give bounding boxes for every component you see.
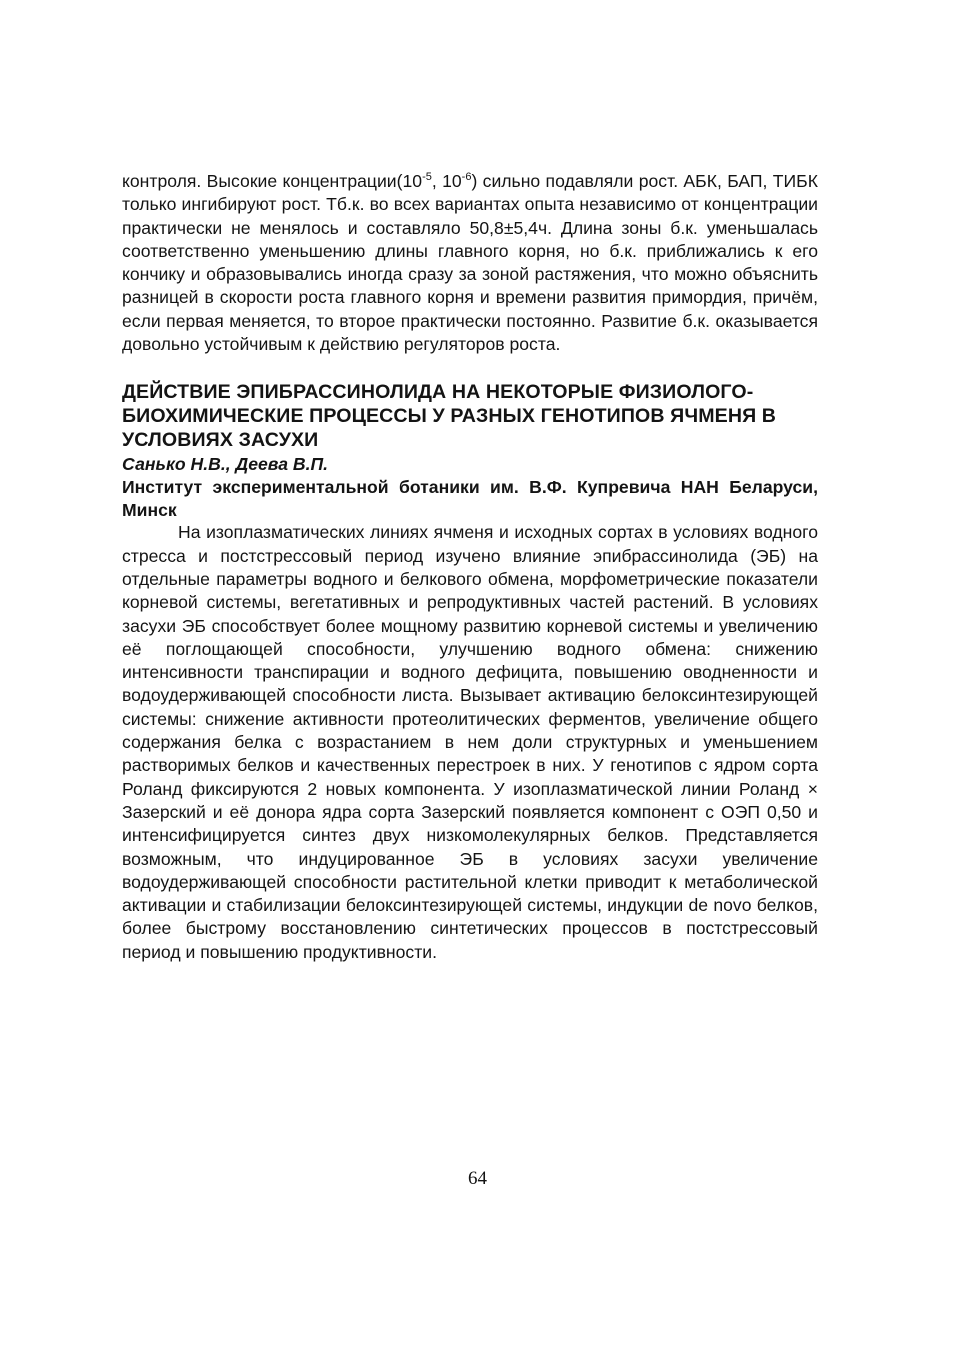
page-number: 64 <box>468 1168 487 1189</box>
paragraph-text: , 10 <box>431 171 462 191</box>
superscript: -5 <box>422 171 432 184</box>
article-abstract: На изоплазматических линиях ячменя и исходных сортах в условиях водного стресса и постстрессовый период изучено влияние эпибрассинолида (ЭБ) на отдельные параметры водного и белкового обмена, морфометрические показатели корневой системы, вегетативных и репродуктивных частей растений. В условиях засухи ЭБ способствует более мощному развитию корневой системы и увеличению её поглощающей способности, улучшению водного обмена: снижению интенсивности транспирации и водного дефицита, повышению оводненности и водоудерживающей способности листа. Вызывает активацию белоксинтезирующей системы: снижение активности протеолитических ферментов, увеличение общего содержания белка с возрастанием в нем доли структурных и уменьшением растворимых белков и качественных перестроек в них. У генотипов с ядром сорта Роланд фиксируются 2 новых компонента. У изоплазматической линии Роланд × Зазерский и её донора ядра сорта Зазерский появляется компонент с ОЭП 0,50 и интенсифицируется синтез двух низкомолекулярных белков. Представляется возможным, что индуцированное ЭБ в условиях засухи увеличение водоудерживающей способности растительной клетки приводит к метаболической активации и стабилизации белоксинтезирующей системы, индукции de novo белков, более быстрому восстановлению синтетических процессов в постстрессовый период и повышению продуктивности. <box>122 522 818 962</box>
article-institution: Институт экспериментальной ботаники им. В.Ф. Купревича НАН Беларуси, Минск <box>122 477 818 520</box>
paragraph-text: контроля. Высокие концентрации(10 <box>122 171 423 191</box>
paragraph-text: ) сильно подавляли рост. АБК, БАП, ТИБК только ингибируют рост. Тб.к. во всех вариантах опыта независимо от концентрации практически не менялось и составляло 50,8±5,4ч. Длина зоны б.к. уменьшалась соответственно уменьшению длины главного корня, но б.к. приближались к его кончику и образовывались иногда сразу за зоной растяжения, что можно объяснить разницей в скорости роста главного корня и времени развития примордия, причём, если первая меняется, то второе практически постоянно. Развитие б.к. оказывается довольно устойчивым к действию регуляторов роста. <box>122 171 818 355</box>
previous-paragraph <box>122 170 818 356</box>
article <box>122 380 818 964</box>
article-authors: Санько Н.В., Деева В.П. <box>122 454 328 475</box>
article-title: ДЕЙСТВИЕ ЭПИБРАССИНОЛИДА НА НЕКОТОРЫЕ ФИЗИОЛОГО-БИОХИМИЧЕСКИЕ ПРОЦЕССЫ У РАЗНЫХ ГЕНОТИПОВ ЯЧМЕНЯ В УСЛОВИЯХ ЗАСУХИ <box>122 381 777 452</box>
page-content <box>122 170 818 964</box>
superscript: -6 <box>461 171 472 184</box>
previous-article-end <box>122 170 818 356</box>
